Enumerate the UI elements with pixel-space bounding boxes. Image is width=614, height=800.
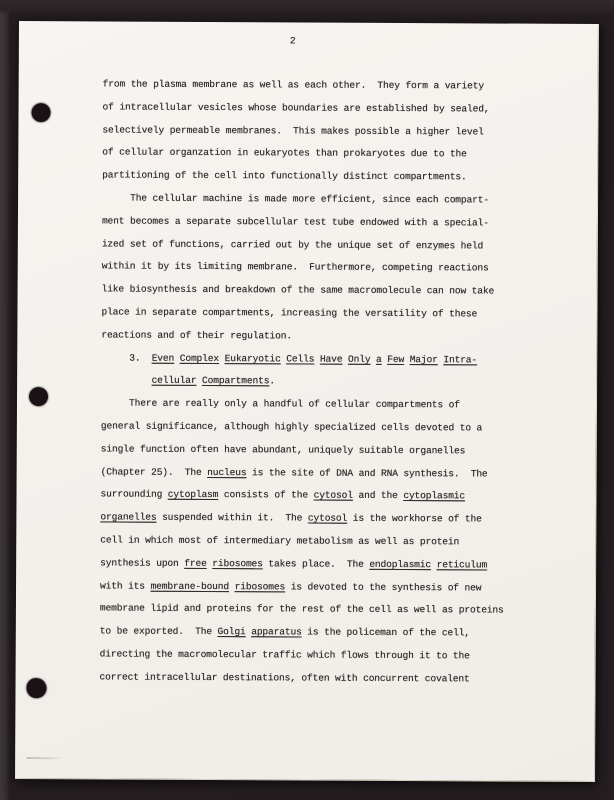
text-line (100, 552, 570, 577)
text-line (100, 575, 570, 600)
text-line (100, 643, 570, 668)
text-segment: synthesis upon (100, 557, 185, 569)
text-line (102, 210, 572, 235)
text-segment: single function often have abundant, uniquely suitable organelles (100, 443, 466, 457)
text-segment: consists of the (218, 489, 314, 501)
underlined-term: Compartments (202, 375, 270, 387)
text-line (100, 598, 570, 623)
text-line (100, 621, 570, 646)
underlined-term: Only (347, 353, 371, 365)
underlined-term: reticulum (436, 558, 488, 571)
text-segment: ized set of functions, carried out by the unique set of enzymes held (101, 238, 484, 252)
underlined-term: organelles (100, 511, 157, 523)
text-line (102, 233, 572, 258)
document-body (100, 73, 573, 691)
text-segment: cell in which most of intermediary metabolism as well as protein (100, 534, 460, 548)
text-segment: and the (352, 490, 404, 502)
text-line (102, 165, 572, 190)
text-line (103, 73, 573, 98)
text-line (102, 279, 572, 304)
text-segment: with its (100, 579, 151, 592)
text-line (100, 666, 570, 691)
underlined-term: a (376, 353, 382, 365)
underlined-term: Intra- (443, 353, 478, 365)
paper-page (15, 21, 599, 782)
scanner-edge-left (0, 0, 10, 800)
text-line (100, 484, 570, 509)
punch-hole-bottom (26, 678, 46, 698)
text-segment: (Chapter 25). The (100, 465, 208, 478)
text-segment: is the site of DNA and RNA synthesis. The (246, 466, 488, 480)
scanner-edge-top (0, 0, 614, 14)
punch-hole-middle (29, 387, 48, 406)
text-segment: within it by its limiting membrane. Furthermore, competing reactions (101, 260, 489, 274)
underlined-term: cytoplasm (167, 489, 219, 501)
underlined-term: Golgi (217, 626, 246, 638)
text-segment: surrounding (100, 488, 168, 501)
text-line (102, 256, 572, 281)
text-line (102, 187, 572, 212)
underlined-term: ribosomes (234, 580, 286, 592)
underlined-term: ribosomes (212, 557, 263, 570)
text-segment: directing the macromolecular traffic which flows through it to the (99, 648, 470, 662)
underlined-term: free (184, 557, 207, 569)
text-line (102, 119, 572, 144)
underlined-term: Few (387, 353, 405, 365)
text-line (101, 370, 571, 395)
text-segment: . (269, 375, 275, 387)
underlined-term: Eukaryotic (224, 352, 281, 364)
underlined-term: cytosol (313, 489, 353, 502)
text-segment: 3. (101, 351, 152, 364)
text-segment: The cellular machine is made more efficient, since each compart- (102, 192, 490, 206)
text-segment: correct intracellular destinations, often with concurrent covalent (99, 671, 470, 685)
text-segment: to be exported. The (99, 625, 218, 638)
underlined-term: Major (409, 353, 438, 365)
punch-hole-top (31, 103, 50, 122)
underlined-term: Even (151, 352, 175, 364)
text-segment: general significance, although highly specialized cells devoted to a (100, 420, 483, 434)
text-segment: place in separate compartments, increasing the versatility of these (101, 306, 478, 320)
underlined-term: nucleus (207, 466, 247, 478)
pencil-mark (26, 757, 63, 759)
text-segment: like biosynthesis and breakdown of the same macromolecule can now take (101, 283, 495, 297)
text-segment (101, 375, 152, 386)
underlined-term: Cells (286, 352, 315, 365)
text-segment: is the policeman of the cell, (301, 626, 470, 639)
text-segment: suspended within it. The (156, 511, 308, 524)
text-line (101, 438, 571, 463)
underlined-term: Have (319, 353, 343, 365)
text-segment: reactions and of their regulation. (101, 329, 293, 342)
underlined-term: cytosol (307, 512, 348, 524)
text-segment: from the plasma membrane as well as each other. They form a variety (102, 78, 484, 92)
underlined-term: Complex (179, 352, 220, 364)
text-segment: is the workhorse of the (347, 512, 482, 525)
underlined-term: membrane-bound (150, 580, 230, 592)
underlined-term: apparatus (251, 626, 302, 638)
text-line (100, 507, 570, 532)
text-segment: partitioning of the cell into functionally distinct compartments. (102, 169, 467, 183)
text-segment: selectively permeable membranes. This makes possible a higher level (102, 124, 484, 138)
text-segment: ment becomes a separate subcellular test tube endowed with a special- (101, 215, 489, 229)
text-line (100, 529, 570, 554)
text-line (102, 96, 572, 121)
text-segment: is devoted to the synthesis of new (285, 580, 482, 593)
text-segment: membrane lipid and proteins for the rest of the cell as well as proteins (99, 602, 504, 616)
text-line (101, 461, 571, 486)
text-line (102, 142, 572, 167)
underlined-term: cytoplasmic (403, 490, 466, 502)
underlined-term: cellular (151, 375, 197, 387)
underlined-term: endoplasmic (369, 558, 432, 570)
text-line (101, 415, 571, 440)
page-number: 2 (289, 35, 296, 47)
text-segment: There are really only a handful of cellular compartments of (100, 397, 460, 411)
text-segment: takes place. The (262, 558, 370, 570)
text-line (101, 301, 571, 326)
text-line (101, 324, 571, 349)
text-line (101, 347, 571, 372)
text-segment: of intracellular vesicles whose boundaries are established by sealed, (102, 101, 490, 115)
text-line (101, 393, 571, 418)
text-segment: of cellular organzation in eukaryotes than prokaryotes due to the (102, 146, 467, 160)
